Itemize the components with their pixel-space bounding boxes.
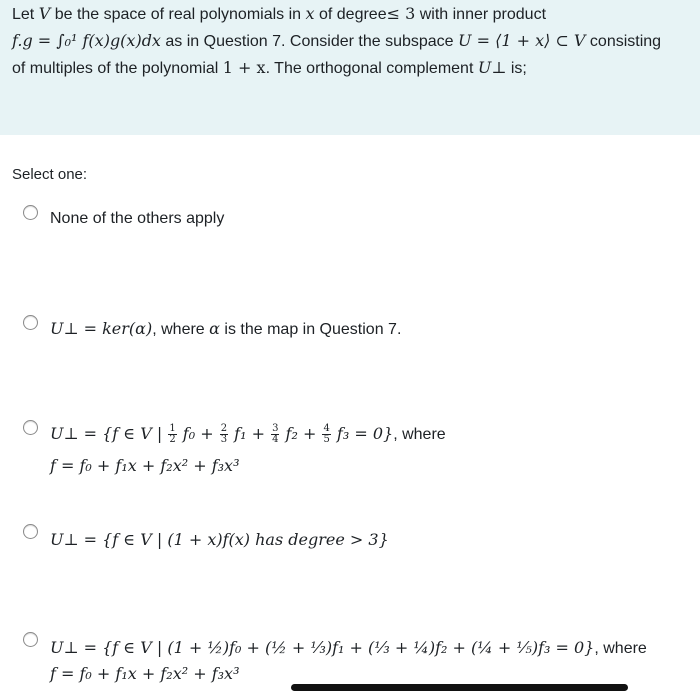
fraction-1: $\frac{1}{2}$ (169, 423, 176, 446)
radio-option-5[interactable] (23, 632, 38, 647)
fraction-3: $\frac{3}{4}$ (272, 423, 279, 446)
option-3-label-line-1: U⊥ = {f ∈ V | $\frac{1}{2}$ f₀ + $\frac{2}{3}$ f₁ + $\frac{3}{4}$ f₂ + $\frac{4}{5}$ f₃ = 0}, where (50, 423, 446, 446)
option-5-label-line-1: U⊥ = {f ∈ V | (1 + ½)f₀ + (½ + ⅓)f₁ + (⅓ + ¼)f₂ + (¼ + ⅕)f₃ = 0}, where (50, 638, 647, 657)
option-2-label: U⊥ = ker(α), where α is the map in Question 7. (50, 319, 402, 338)
question-line-3: of multiples of the polynomial 1 + x. The orthogonal complement U⊥ is; (12, 58, 527, 77)
radio-option-2[interactable] (23, 315, 38, 330)
option-1-label: None of the others apply (50, 210, 225, 227)
fraction-4: $\frac{4}{5}$ (323, 423, 330, 446)
question-text (0, 0, 700, 135)
radio-option-4[interactable] (23, 524, 38, 539)
radio-option-3[interactable] (23, 420, 38, 435)
option-3-label-line-2: f = f₀ + f₁x + f₂x² + f₃x³ (50, 456, 240, 475)
radio-option-1[interactable] (23, 205, 38, 220)
fraction-2: $\frac{2}{3}$ (220, 423, 228, 446)
select-one-prompt: Select one: (12, 166, 88, 183)
option-5-label-line-2: f = f₀ + f₁x + f₂x² + f₃x³ (50, 664, 240, 683)
question-line-1: Let V be the space of real polynomials in x of degree≤ 3 with inner product (12, 4, 547, 23)
redaction-bar (291, 684, 628, 691)
option-4-label: U⊥ = {f ∈ V | (1 + x)f(x) has degree > 3} (50, 530, 389, 549)
question-line-2: f.g = ∫₀¹ f(x)g(x)dx as in Question 7. Consider the subspace U = ⟨1 + x⟩ ⊂ V consisting (12, 31, 662, 50)
